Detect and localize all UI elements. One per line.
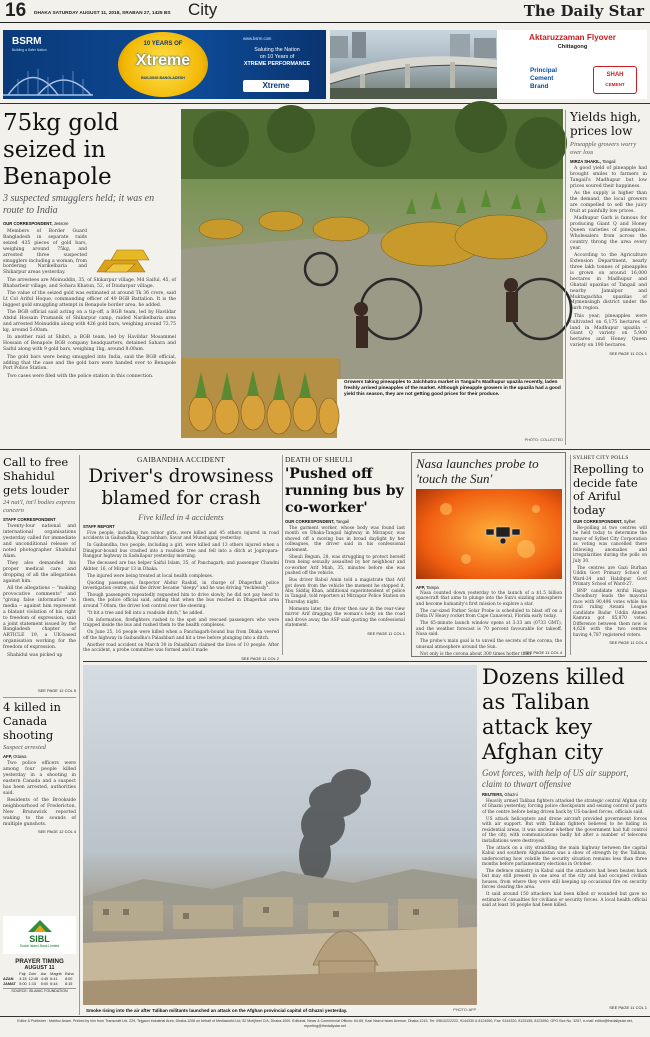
shah-line-2: Cement [530, 75, 554, 82]
canada-byline: AFP, [3, 754, 12, 759]
pineapple-credit: PHOTO: COLLECTED [524, 438, 563, 442]
sheuli-story [285, 455, 405, 655]
gold-byline: OUR CORRESPONDENT, [3, 221, 53, 226]
paper-logo: The Daily Star [523, 2, 644, 20]
prayer-table: Fajr Zohr Asr Magrib Esha AZAN 4:15 12:45 4:45 6:41 8:00 JAMAT 5:00 1:15 5:00 6:44 8:15 [3, 972, 76, 987]
sylhet-jump[interactable]: SEE PAGE 11 COL 4 [609, 640, 647, 646]
yields-headline[interactable]: Yields high, prices low [570, 110, 641, 138]
gold-subheadline: 3 suspected smugglers held; it was en route to India [3, 193, 155, 216]
taliban-story [482, 665, 647, 1010]
pineapple-photo [181, 109, 563, 379]
bsrm-ad[interactable] [3, 30, 326, 99]
canada-body: Two police officers were among four people killed yesterday in a shooting in eastern Canada and a suspect has been arrested, authorities said. Residents of the Brookside neighbourhood of Fredericton, New Brunswick reported waking to the sounds of multiple gunshots. [3, 761, 76, 827]
sylhet-place: Sylhet [623, 519, 636, 524]
drowsy-byline: STAFF REPORT [83, 524, 115, 529]
sheuli-place: Tangail [335, 519, 350, 524]
prayer-timing [3, 958, 76, 1012]
sibl-logo-icon [25, 918, 55, 934]
sibl-name: Social Islami Bank Limited [19, 944, 60, 948]
shah-subtitle: Chittagong [557, 44, 588, 50]
yields-body: A good yield of pineapple had brought smiles to farmers in Tangail's Madhupur but low prices soured their happiness. As the supply is higher than the demand, the local growers are compelled to sell the juicy fruit at painfully low prices. Madhupur Garh is famous for producing Giant Q and Honey Queen varieties of pineapples. Wholesalers from across the country throng the area every year. According to the Agriculture Extension Department, nearly three lakh tonnes of pineapples is grown on around 16,000 hectares in Madhupur and Ghatail upazilas of Tangail and nearby Jamalpur and Muktagachha upazilas of Mymensingh district under the Garh region. This year, pineapples were cultivated on 6,175 hectares of land in Madhupur upazila – Giant Q variety on 5,900 hectares and Honey Queen variety on 190 hectares. [570, 166, 647, 349]
ghazni-photo [83, 665, 477, 1005]
nasa-story [411, 452, 566, 657]
gold-story [3, 110, 176, 445]
taliban-place: Ghazni [504, 792, 518, 797]
drowsy-kicker: GAIBANDHA ACCIDENT [137, 455, 225, 464]
shahidul-subheadline: 24 nat'l, int'l bodies express concern [3, 499, 76, 514]
shah-cement-ad[interactable] [330, 30, 647, 99]
drowsy-body: Five people, including two minor girls, were killed and 45 others injured in road accidents in Gaibandha, Khagrachhari, Savar and Munshiganj yesterday. In Gaibandha, two people, including a girl, were killed and 13 others injured when a Dinajpur-bound bus crashed into a roadside tree and fell into a ditch at Jogiropara-Rangpur highway in Sadullapur yesterday morning. The deceased are bus helper Saiful Islam, 35, of Panchagarh; and passenger Chandni Akhter, 16, of Mirpur 13 in Dhaka. The injured were being treated at local health complexes. Quoting passengers, Inspector Abdur Rashid, in charge of Dhaperhat police investigation centre, said the driver became "sleepy" and he was driving "recklessly". Though passengers repeatedly requested him to drive slowly, he did not pay heed to them, the police official said, adding that when the bus reached in Dhaperhat area around 7:00am, the driver lost control over the steering. "It hit a tree and fell into a roadside ditch," he added. On information, firefighters rushed to the spot and rescued passengers who were trapped inside the bus and rushed them to the health complexes. On June 25, 16 people were killed when a Panchagarh-bound bus from Dhaka veered off the highway in Gaibandha's Palashbari and hit a tree before plunging into a ditch. Another road accident on March 30 in Palashbari claimed the lives of 10 people. After the accident, a probe committee was formed and it made [83, 531, 279, 654]
drowsy-subheadline: Five killed in 4 accidents [138, 512, 224, 522]
nasa-place: Tampa [426, 585, 439, 590]
ghazni-credit: PHOTO: AFP [453, 1008, 476, 1012]
gold-body: Members of Border Guard Bangladesh in separate raids seized 435 pieces of gold bars, weighing around 75kg, and arrested three suspected smugglers including a woman, from bordering Narikelbaria and Shikarpur areas yesterday. The arrestees are Moinuddin, 35, of Shikarpur village, Md Saiful, 45, of Bhabarbeir village, and Sohara Khatun, 52, of Diudarpur village. The value of the seized gold was estimated at around Tk 36 crore, said Lt Col Ariful Hoque, commanding officer of 49 BGB Battalion. It is the biggest gold smuggling attempt in Benapole border area, he added. The BGB official said acting on a tip-off, a BGB team, led by Havildar Abdul Hossain Pramanik of Shikarpur camp, raided Narikelbaria area and arrested Moinuddin along with 426 gold bars, weighing around 72.75 kg, around 5:00am. In another raid at Shibri, a BGB team, led by Havildar Mosammel Hossain of Benapole BGB company headquarters, detained Sahara and Saiful along with 9 gold bars, weighing 1kg, around 8:00am. The gold bars were being smuggled into India, said the BGB official, adding that the case and the gold bars were handed over to Benapole Port Police Station. Two cases were filed with the police station in this connection. [3, 229, 176, 379]
nasa-byline: AFP, [416, 585, 425, 590]
xtreme-product-logo: Xtreme [243, 80, 309, 92]
prayer-row: AZAN 4:15 12:45 4:45 6:41 8:00 [3, 977, 73, 981]
sheuli-kicker: DEATH OF SHEULI [285, 455, 353, 464]
sylhet-byline: OUR CORRESPONDENT, [573, 519, 623, 524]
bsrm-line-1: Saluting the Nation [254, 47, 300, 53]
taliban-byline: REUTERS, [482, 792, 504, 797]
prayer-date: AUGUST 11 [24, 965, 55, 971]
shahidul-jump[interactable]: SEE PAGE 12 COL 5 [37, 688, 76, 693]
canada-place: Ottawa [13, 754, 27, 759]
taliban-headline[interactable]: Dozens killed as Taliban attack key Afghan city [482, 665, 625, 764]
yields-subheadline: Pineapple growers worry over loss [570, 141, 637, 156]
shahidul-story [3, 455, 76, 693]
taliban-body: Heavily armed Taliban fighters attacked the strategic central Afghan city of Ghazni yesterday, forcing police checkpoints and seizing control of parts of the centre before being driven back by US-backed forces, officials said. US attack helicopters and drone aircraft provided government forces with air support. But with Taliban fighters believed to be hiding in residential areas, it was unclear whether the government had full control of the city, with communications badly hit after a number of telecoms installations were destroyed. The attack on a city straddling the main highway between the capital Kabul and southern Afghanistan was a show of strength by the Taliban, underscoring how volatile the security situation remains less than three months before parliamentary elections in October. The defence ministry in Kabul said the attackers had been beaten back but may still present in one area of the city and had occupied civilian houses, from where they were still keeping up occasional fire on security forces clearing the area. It said around 150 attackers had been killed or wounded but gave no estimate of casualties for civilians or security forces. A local health official said at least 16 people had been killed. [482, 799, 647, 909]
taliban-jump[interactable]: SEE PAGE 11 COL 1 [609, 1005, 647, 1010]
canada-subheadline: Suspect arrested [3, 744, 46, 751]
nasa-headline[interactable]: Nasa launches probe to 'touch the Sun' [416, 456, 539, 486]
imprint-footer: Editor & Publisher : Mahfuz Anam. Printed by him from Transcraft Ltd. 229, Tejgaon Industrial Area, Dhaka-1208 on behalf of Mediaworld Ltd, 52 Motijheel C/A, Dhaka-1000. Editorial, News & Commercial Offices: 64-65, Kazi Nazrul Islam Avenue, Dhaka-1215. Tel: 09610222222, 9144330 & 8124950, Fax: 9144320, 8125155, 8123950; GPO Box No. 3257, e-mail: editor@thedailystar.net, reporting@thedailystar.net [17, 1019, 633, 1028]
drowsy-headline[interactable]: Driver's drowsiness blamed for crash [88, 466, 274, 509]
bsrm-line-3: XTREME PERFORMANCE [243, 61, 311, 67]
taliban-subheadline: Govt forces, with help of US air support, claim to thwart offensive [482, 768, 629, 789]
yields-place: Tangail [602, 159, 616, 164]
yields-byline: MIRZA SHAKIL, [570, 159, 602, 164]
nasa-body: Nasa counted down yesterday to the launch of a $1.5 billion spacecraft that aims to plunge into the Sun's sizzling atmosphere and become humanity's first mission to explore a star. The car-sized Parker Solar Probe is scheduled to blast off on a Delta IV Heavy rocket from Cape Canaveral, Florida early today. The 65-minute launch window opens at 3:33 am (0733 GMT), and the weather forecast is 70 percent favourable for takeoff, Nasa said. The probe's main goal is to unveil the secrets of the corona, the unusual atmosphere around the Sun. Not only is the corona about 300 times hotter than [416, 591, 562, 657]
gold-bars-image [91, 238, 161, 278]
smoke-plume [299, 769, 371, 881]
page-number: 16 [5, 0, 27, 21]
drowsy-story [83, 455, 279, 661]
sylhet-body: Re-polling at two centres will be held today to determine the mayor of Sylhet City Corporation as voting was cancelled there following anomalies and irregularities during the polls on July 30. The centres are Gazi Burhan Uddin Govt Primary School of Ward-24 and Habibpur Govt Primary School of Ward-27. BNP candidate Ariful Haque Choudhury leads the mayoral race with 90,496 votes while his rival ruling Awami League candidate Badar Uddin Ahmed Kamran got 85,870 votes. Difference between them now is 4,626 with the two centres having 4,787 registered voters. [573, 526, 647, 638]
shahidul-headline[interactable]: Call to free Shahidul gets louder [3, 455, 70, 497]
sheuli-headline[interactable]: 'Pushed off running bus by co-worker' [285, 466, 404, 516]
prayer-title: PRAYER TIMING [15, 958, 64, 965]
sylhet-headline[interactable]: Repolling to decide fate of Ariful today [573, 462, 644, 517]
gold-headline[interactable]: 75kg gold seized in Benapole [3, 110, 119, 190]
sylhet-kicker: SYLHET CITY POLLS [573, 455, 629, 461]
sheuli-jump[interactable]: SEE PAGE 11 COL 1 [367, 630, 405, 636]
bsrm-tagline: Building a Safer Nation [12, 48, 47, 52]
shahidul-byline: STAFF CORRESPONDENT [3, 517, 56, 522]
sheuli-byline: OUR CORRESPONDENT, [285, 519, 335, 524]
canada-story [3, 700, 76, 835]
pineapple-inset-photo [181, 358, 337, 438]
bsrm-logo: BSRM [12, 36, 42, 47]
sylhet-story [573, 455, 647, 655]
yields-story [570, 110, 647, 445]
sibl-ad[interactable] [3, 916, 76, 954]
shah-line-1: Principal [530, 67, 557, 74]
section-title: City [188, 0, 218, 19]
bsrm-line-2: on 10 Years of [259, 54, 295, 60]
shahidul-body: Twenty-four national and international organisations yesterday called for immediate and unconditional release of noted photographer Shahidul Alam. They also demanded his proper medical care and dropping of all the allegations against him. All the allegations -- "making provocative comments" and "giving false information" to media -- against him represent a blatant violation of his right to freedom of expression, said a joint statement issued by the Bangladesh chapter of ARTICLE 19, a UK-based organisation working for the freedom of expression. Shahidul was picked up [3, 524, 76, 658]
flyover-photo [330, 30, 497, 99]
canada-jump[interactable]: SEE PAGE 12 COL 4 [37, 829, 76, 835]
dateline: DHAKA SATURDAY AUGUST 11, 2018, SRABAN 27, 1425 BS [34, 11, 171, 16]
pineapple-caption: Growers taking pineapples to Jalchhatra market in Tangail's Madhupur upazila recently, laden freshly arrived pineapples of the market. Although pineapple growers in the upazila had a good yield this season, they are not getting good prices for their produce. [344, 380, 561, 397]
canada-headline[interactable]: 4 killed in Canada shooting [3, 700, 61, 742]
shah-line-3: Brand [530, 83, 549, 90]
masthead [0, 0, 650, 23]
bsrm-url[interactable]: www.bsrm.com [243, 36, 272, 41]
bridge-graphic [3, 55, 93, 99]
shah-title: Aktaruzzaman Flyover [529, 33, 616, 42]
xtreme-badge: 10 YEARS OF Xtreme BUILDING BANGLADESH [118, 32, 208, 97]
ghazni-caption: Smoke rising into the air after Taliban militants launched an attack on the Afghan provincial capital of Ghazni yesterday. [86, 1008, 348, 1013]
drowsy-jump[interactable]: SEE PAGE 11 COL 2 [241, 655, 279, 661]
nasa-jump[interactable]: SEE PAGE 11 COL 4 [524, 650, 562, 655]
shah-logo: SHAH CEMENT [593, 66, 637, 94]
yields-jump[interactable]: SEE PAGE 11 COL 1 [609, 351, 647, 357]
sheuli-body: The garment worker, whose body was found last month on Dhaka-Tangail highway in Mirzapur, was shoved off a moving bus in broad daylight by her colleagues, the driver said in his confessional statement. Sheuli Begum, 28, was struggling to protect herself from being sexually assaulted by her neighbour and co-worker Arif Miah, 35, minutes before she was pushed off the vehicle. Bus driver Babul Amin told a magistrate that Arif got down from the vehicle the moment he stopped it, Abu Siddiq Khan, additional superintendent of police in Tangail, told reporters at Mirzapur Police Station on Thursday night. Moments later, the driver then saw in the rear-view mirror Arif dragging the woman's body on the road and drove away, the ASP said quoting the confessional statement. [285, 526, 405, 629]
sibl-logo: SIBL [29, 934, 50, 944]
prayer-row: JAMAT 5:00 1:15 5:00 6:44 8:15 [3, 982, 73, 986]
sun-photo [416, 489, 562, 579]
gold-place: Jessore [53, 221, 69, 226]
prayer-source: SOURCE: ISLAMIC FOUNDATION [3, 988, 76, 993]
